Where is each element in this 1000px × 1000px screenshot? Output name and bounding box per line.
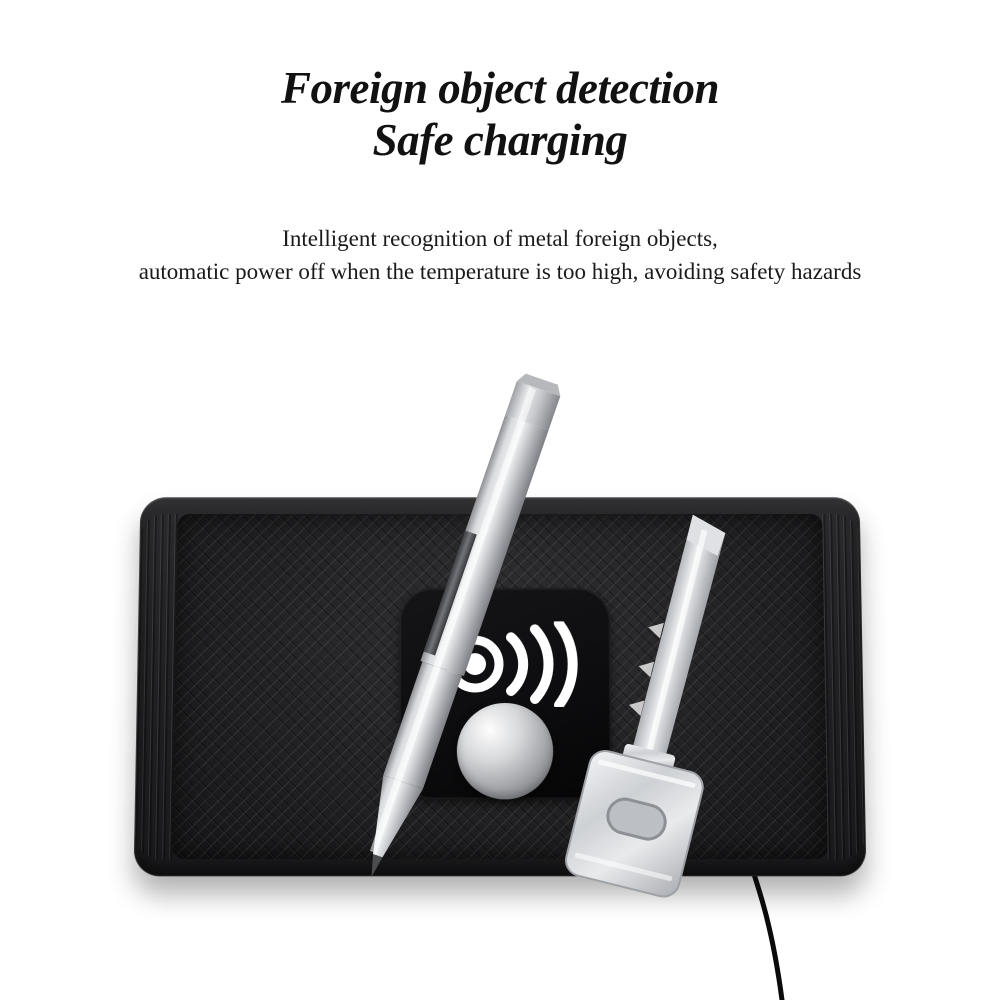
- page-title: [0, 62, 1000, 166]
- page-subtitle-line-1: Intelligent recognition of metal foreign objects,: [282, 226, 718, 251]
- mat-left-ribs: [134, 514, 178, 859]
- metal-key: [545, 505, 775, 945]
- mat-right-ribs: [822, 514, 866, 859]
- page-subtitle-line-2: automatic power off when the temperature is too high, avoiding safety hazards: [138, 259, 862, 284]
- page-title-line-2: Safe charging: [372, 115, 628, 165]
- product-photo: [0, 330, 1000, 1000]
- page-subtitle: [0, 222, 1000, 288]
- page-title-line-1: Foreign object detection: [281, 63, 719, 113]
